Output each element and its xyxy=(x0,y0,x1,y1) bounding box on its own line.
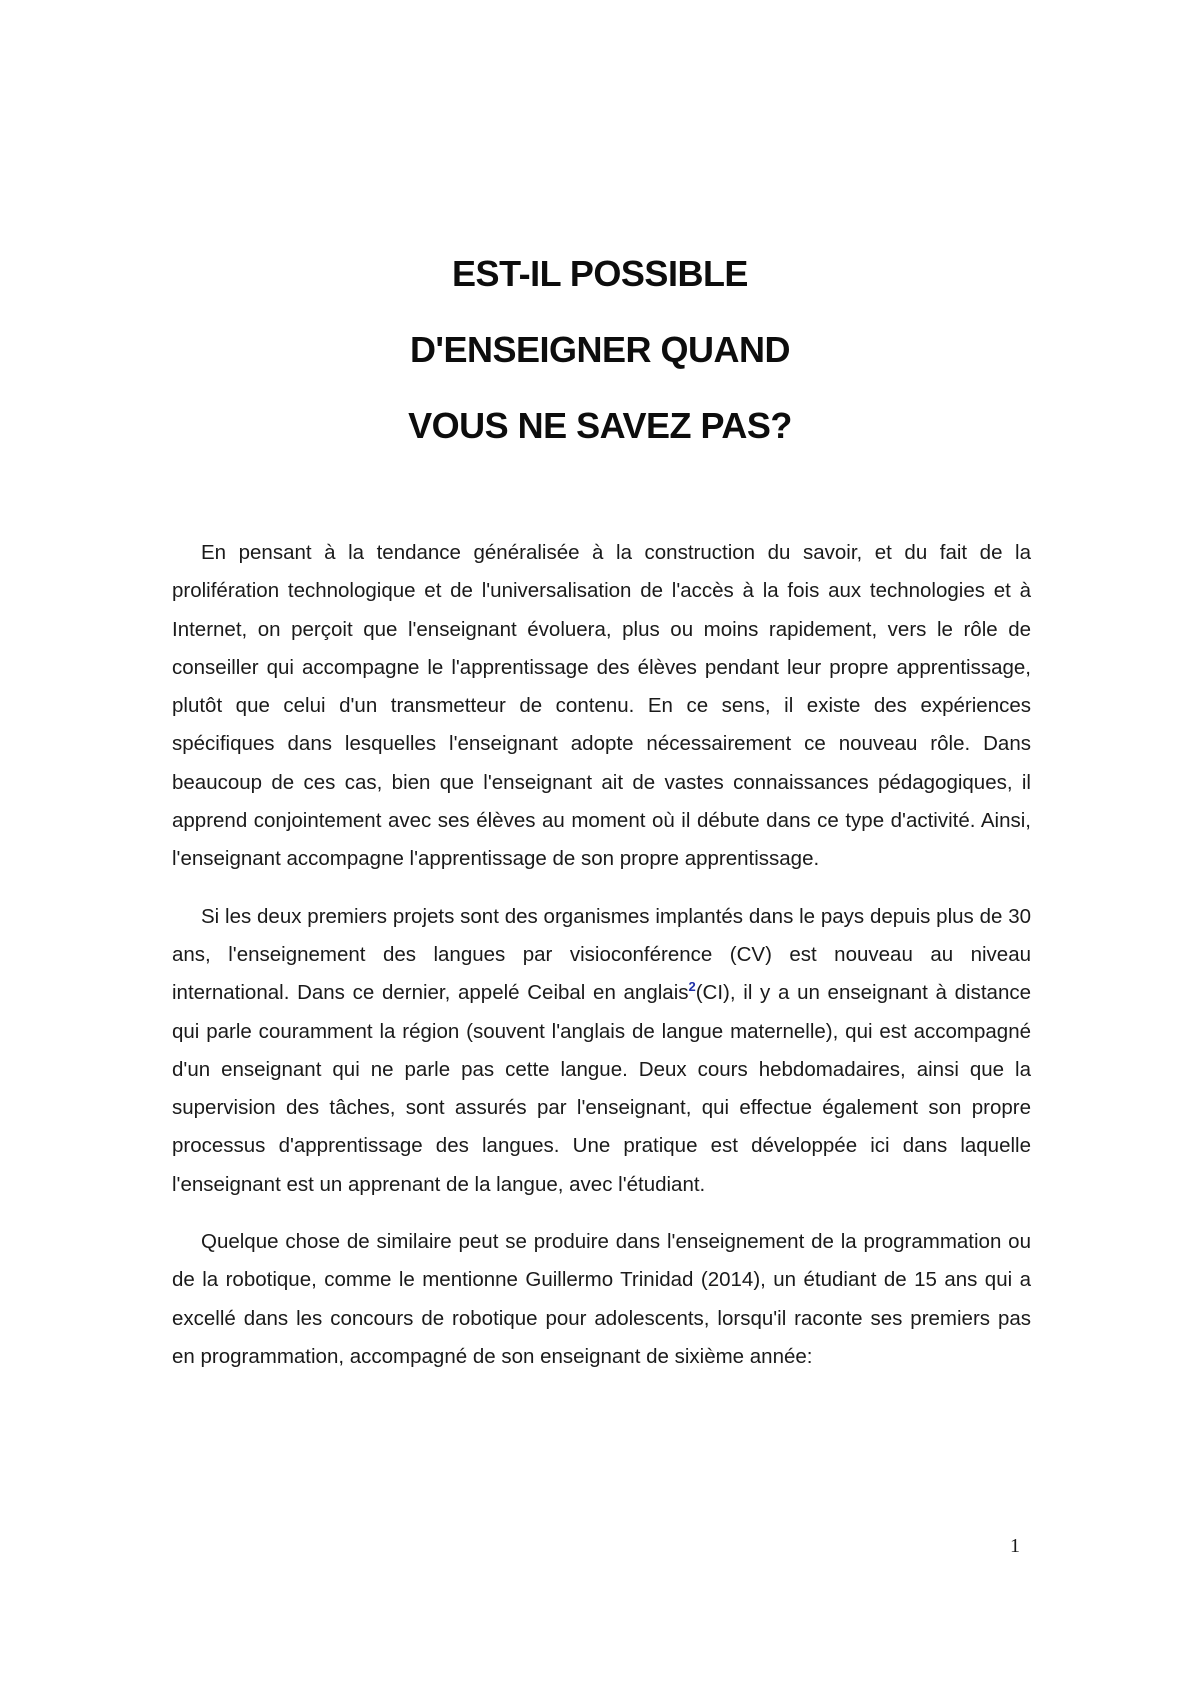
paragraph-3: Quelque chose de similaire peut se produire dans l'enseignement de la programmation ou de la robotique, comme le mentionne Guillermo Trinidad (2014), un étudiant de 15 ans qui a excellé dans les concours de robotique pour adolescents, lorsqu'il raconte ses premiers pas en programmation, accompagné de son enseignant de sixième année: xyxy=(172,1230,1031,1368)
document-title xyxy=(0,236,1200,464)
page-number: 1 xyxy=(1010,1535,1020,1557)
title-line-3: VOUS NE SAVEZ PAS? xyxy=(408,405,792,446)
paragraph-2-text-after: (CI), il y a un enseignant à distance qui parle couramment la région (souvent l'anglais de langue maternelle), qui est accompagné d'un enseignant qui ne parle pas cette langue. Deux cours hebdomadaires, ainsi que la supervision des tâches, sont assurés par l'enseignant, qui effectue également son propre processus d'apprentissage des langues. Une pratique est développée ici dans laquelle l'enseignant est un apprenant de la langue, avec l'étudiant. xyxy=(172,981,1031,1196)
paragraph-2-text-before: Si les deux premiers projets sont des organismes implantés dans le pays depuis plus de 30 ans, l'enseignement des langues par visioconférence (CV) est nouveau au niveau international. Dans ce dernier, appelé Ceibal en anglais xyxy=(172,904,1031,1005)
document-body xyxy=(172,534,1031,1395)
title-line-1: EST-IL POSSIBLE xyxy=(452,253,748,294)
footnote-reference[interactable]: 2 xyxy=(688,979,696,995)
paragraph-2 xyxy=(172,898,1031,1204)
title-line-2: D'ENSEIGNER QUAND xyxy=(409,329,791,370)
paragraph-1: En pensant à la tendance généralisée à la construction du savoir, et du fait de la prolifération technologique et de l'universalisation de l'accès à la fois aux technologies et à Internet, on perçoit que l'enseignant évoluera, plus ou moins rapidement, vers le rôle de conseiller qui accompagne le l'apprentissage des élèves pendant leur propre apprentissage, plutôt que celui d'un transmetteur de contenu. En ce sens, il existe des expériences spécifiques dans lesquelles l'enseignant adopte nécessairement ce nouveau rôle. Dans beaucoup de ces cas, bien que l'enseignant ait de vastes connaissances pédagogiques, il apprend conjointement avec ses élèves au moment où il débute dans ce type d'activité. Ainsi, l'enseignant accompagne l'apprentissage de son propre apprentissage. xyxy=(172,541,1031,871)
